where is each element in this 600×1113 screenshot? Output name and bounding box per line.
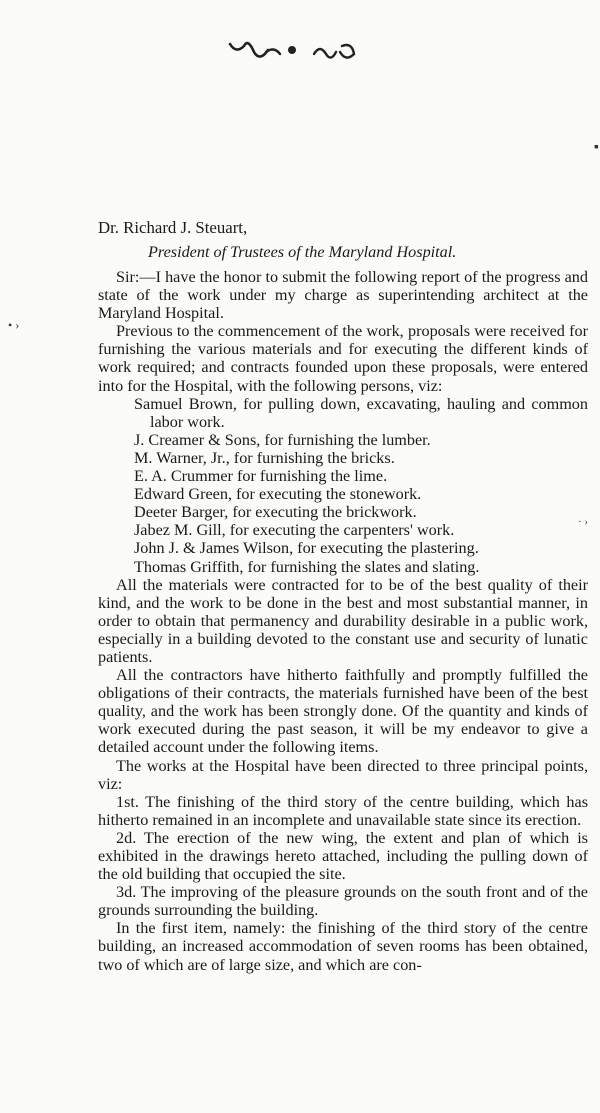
paragraph: All the contractors have hitherto faithfully and promptly fulfilled the obligations of their contracts, the materials furnished have been of the best quality, and the work has been strongly done. Of the quantity and kinds of work executed during the past season, it will be my endeavor to give a detailed account under the following items. (98, 666, 588, 757)
margin-speck: • › (8, 318, 20, 332)
paragraph: Sir:—I have the honor to submit the following report of the progress and state of the work under my charge as superintending architect at the Maryland Hospital. (98, 268, 588, 323)
contractor-item: Samuel Brown, for pulling down, excavating, hauling and common labor work. (134, 394, 588, 431)
contractor-item: E. A. Crummer for furnishing the lime. (134, 467, 388, 486)
margin-speck: · › (578, 516, 589, 528)
intro-paragraphs (98, 268, 588, 395)
contractor-item: Edward Green, for executing the stonework. (134, 485, 422, 504)
paragraph: 2d. The erection of the new wing, the extent and plan of which is exhibited in the drawings hereto attached, including the pulling down of the old building that occupied the site. (98, 828, 588, 884)
paragraph: All the materials were contracted for to be of the best quality of their kind, and the work to be done in the best and most substantial manner, in order to obtain that permanency and durability desirable in a public work, especially in a building devoted to the constant use and security of lunatic patients. (98, 575, 588, 666)
contractor-item: M. Warner, Jr., for furnishing the bricks. (134, 448, 395, 467)
paragraph: The works at the Hospital have been directed to three principal points, viz: (98, 756, 588, 793)
contractor-item: J. Creamer & Sons, for furnishing the lumber. (134, 430, 431, 449)
margin-speck: ▪ (594, 140, 599, 155)
paragraph: In the first item, namely: the finishing of the third story of the centre building, an increased accommodation of seven rooms has been obtained, two of which are of large size, and which are con- (98, 919, 588, 974)
paragraph: Previous to the commencement of the work, proposals were received for furnishing the various materials and for executing the different kinds of work required; and contracts founded upon these proposals, were entered into for the Hospital, with the following persons, viz: (98, 322, 588, 395)
body-paragraphs (98, 576, 588, 974)
contractor-item: Thomas Griffith, for furnishing the slates and slating. (134, 557, 480, 576)
paragraph: 3d. The improving of the pleasure grounds on the south front and of the grounds surrounding the building. (98, 883, 588, 920)
paragraph: 1st. The finishing of the third story of the centre building, which has hitherto remained in an incomplete and unavailable state since its erection. (98, 792, 588, 829)
letter-body (98, 218, 588, 974)
contractor-list (98, 395, 588, 576)
handwritten-scrawl (222, 30, 382, 70)
contractor-item: Jabez M. Gill, for executing the carpenters' work. (134, 521, 455, 540)
contractor-item: John J. & James Wilson, for executing the plastering. (134, 539, 479, 558)
contractor-item: Deeter Barger, for executing the brickwork. (134, 503, 417, 522)
addressee-title: President of Trustees of the Maryland Hospital. (148, 243, 457, 261)
addressee-name: Dr. Richard J. Steuart, (98, 218, 248, 237)
